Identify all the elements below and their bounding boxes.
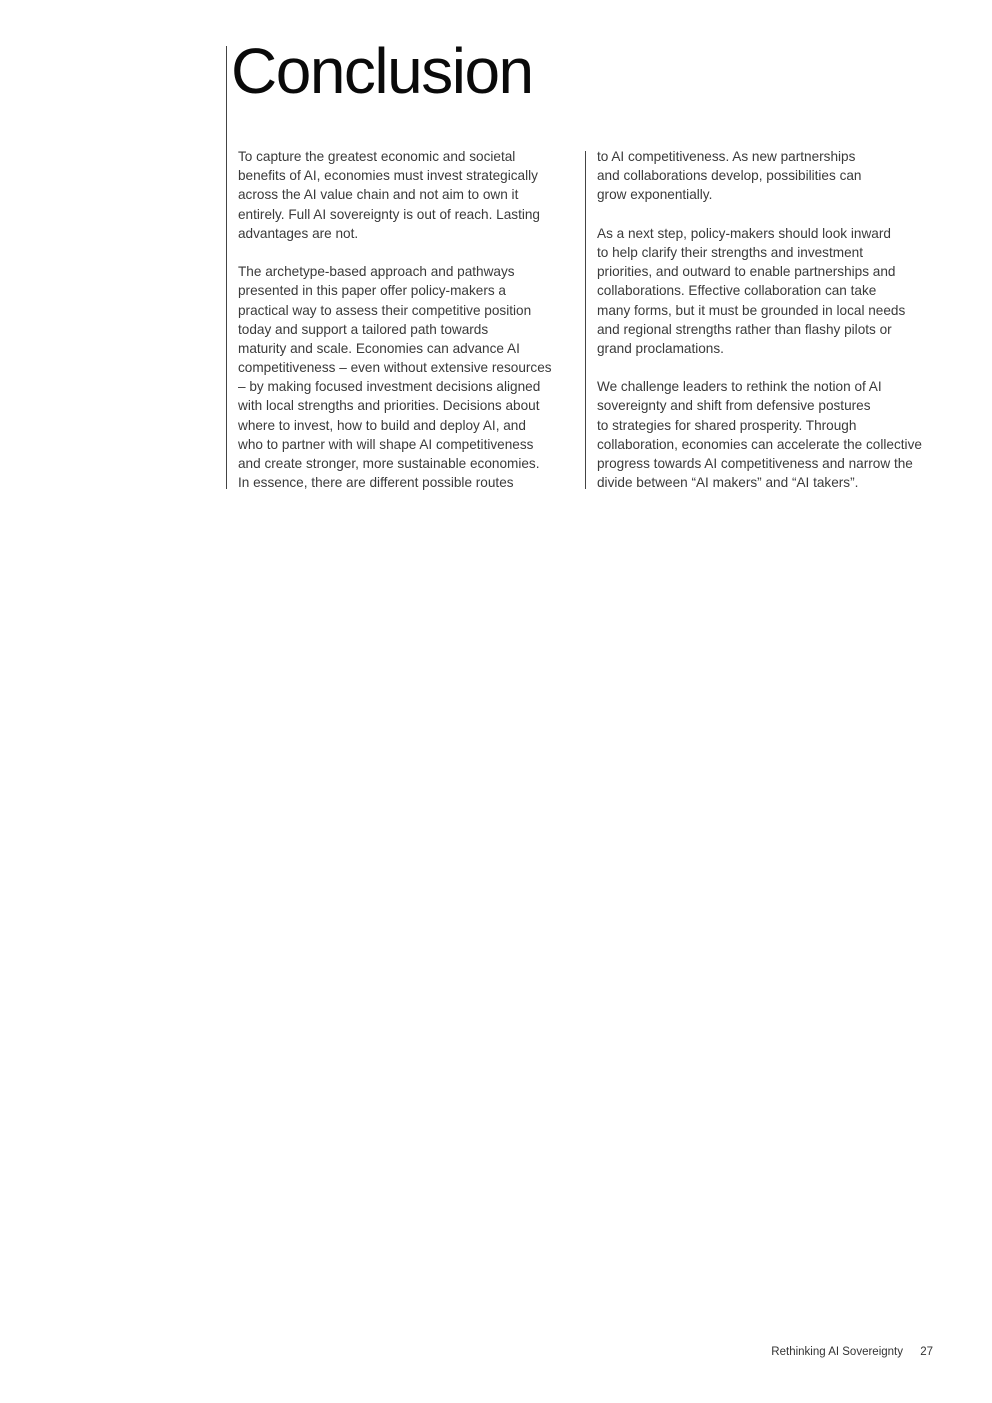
text-line: progress towards AI competitiveness and narrow the (597, 456, 913, 471)
text-line: priorities, and outward to enable partnerships and (597, 264, 896, 280)
text-line: The archetype-based approach and pathways (238, 264, 515, 280)
paragraph (238, 147, 578, 243)
text-line: divide between “AI makers” and “AI takers”. (597, 475, 859, 491)
text-line: many forms, but it must be grounded in local needs (597, 302, 906, 318)
text-line: entirely. Full AI sovereignty is out of reach. Lasting (238, 206, 540, 222)
text-line: and create stronger, more sustainable economies. (238, 456, 540, 471)
page-footer (771, 1346, 933, 1358)
right-column (597, 147, 942, 492)
page-number: 27 (920, 1346, 933, 1358)
text-line: who to partner with will shape AI competitiveness (238, 436, 534, 452)
text-line: As a next step, policy-makers should look inward (597, 225, 891, 241)
text-line: To capture the greatest economic and societal (238, 149, 516, 164)
text-line: to help clarify their strengths and investment (597, 244, 863, 260)
text-line: collaborations. Effective collaboration can take (597, 283, 877, 299)
text-line: – by making focused investment decisions aligned (238, 379, 541, 395)
text-line: to AI competitiveness. As new partnerships (597, 149, 856, 164)
paragraph-gap (597, 358, 942, 377)
text-line: benefits of AI, economies must invest strategically (238, 168, 538, 184)
footer-report-title: Rethinking AI Sovereignty (771, 1346, 903, 1358)
text-line: collaboration, economies can accelerate the collective (597, 436, 922, 452)
text-line: across the AI value chain and not aim to own it (238, 187, 519, 203)
text-line: We challenge leaders to rethink the notion of AI (597, 379, 882, 395)
text-line: sovereignty and shift from defensive postures (597, 398, 871, 414)
column-divider (585, 151, 586, 489)
text-line: In essence, there are different possible routes (238, 475, 514, 491)
text-line: and regional strengths rather than flashy pilots or (597, 321, 892, 337)
text-line: grand proclamations. (597, 340, 724, 356)
text-line: where to invest, how to build and deploy AI, and (238, 417, 526, 433)
text-line: presented in this paper offer policy-makers a (238, 283, 506, 299)
paragraph (597, 147, 942, 205)
text-line: with local strengths and priorities. Decisions about (238, 398, 540, 414)
text-line: and collaborations develop, possibilities can (597, 168, 862, 184)
paragraph-gap (597, 205, 942, 224)
paragraph (238, 262, 578, 492)
title-rule (226, 46, 227, 489)
text-line: advantages are not. (238, 225, 359, 241)
text-line: practical way to assess their competitive position (238, 302, 532, 318)
text-line: to strategies for shared prosperity. Through (597, 417, 857, 433)
paragraph (597, 377, 942, 492)
text-line: competitiveness – even without extensive resources (238, 360, 552, 376)
text-line: today and support a tailored path towards (238, 321, 489, 337)
paragraph-gap (238, 243, 578, 262)
text-line: grow exponentially. (597, 187, 713, 203)
left-column (238, 147, 578, 492)
page-title: Conclusion (231, 35, 533, 107)
text-line: maturity and scale. Economies can advance AI (238, 340, 520, 356)
paragraph (597, 224, 942, 358)
